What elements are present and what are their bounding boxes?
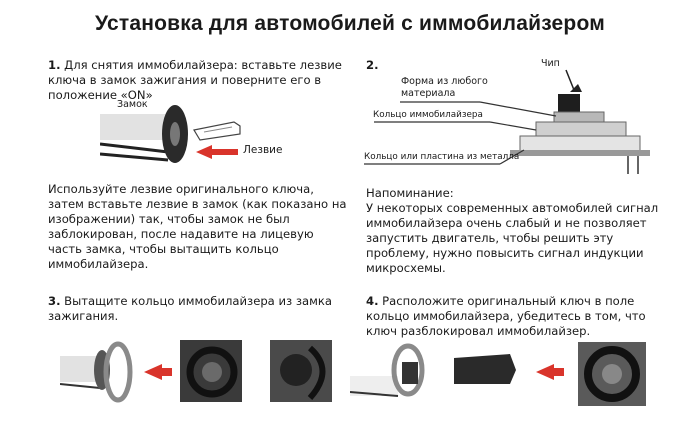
label-chip: Чип [541,58,560,69]
lock-cylinder-body [100,114,168,140]
key-blade [194,122,240,140]
key-chip-icon [454,354,516,384]
step4-arrow-icon [536,364,564,380]
step3-illustration [60,340,350,410]
insert-arrow-icon [196,145,238,159]
label-immobilizer-ring: Кольцо иммобилайзера [373,110,483,120]
page-title: Установка для автомобилей с иммобилайзером [95,12,605,35]
step3-instruction: 3. Вытащите кольцо иммобилайзера из замка зажигания. [48,294,332,323]
step2-reminder: Напоминание: У некоторых современных автомобилей сигнал иммобилайзера очень слабый и не позволяет запустить двигатель, чтобы решить эту проблему, нужно повысить сигнал индукции микросхемы. [366,186,686,276]
label-metal-plate: Кольцо или пластина из металла [364,152,520,162]
label-blade: Лезвие [243,144,283,156]
step1-note: Используйте лезвие оригинального ключа, затем вставьте лезвие в замок (как показано на изображении) так, чтобы замок не был заблокирован, после надавите на лицевую часть замка, чтобы вытащить кольцо иммобилайзера. [48,182,347,271]
metal-plate-block [520,136,640,152]
step1-instruction: 1. Для снятия иммобилайзера: вставьте лезвие ключа в замок зажигания и поверните его в положение «ON» [48,58,342,102]
label-form: Форма из любого материала [401,76,488,99]
step3-arrow-icon [144,364,172,380]
reminder-title: Напоминание: [366,186,454,200]
step3-number: 3. [48,294,61,308]
step4-illustration [350,340,650,410]
step1-illustration [100,100,290,172]
step4-instruction: 4. Расположите оригинальный ключ в поле кольцо иммобилайзера, убедитесь в том, что ключ разблокировал иммобилайзер. [366,294,646,338]
step2-number: 2. [366,58,379,72]
step4-number: 4. [366,294,379,308]
label-lock: Замок [117,99,148,110]
step1-number: 1. [48,58,61,72]
